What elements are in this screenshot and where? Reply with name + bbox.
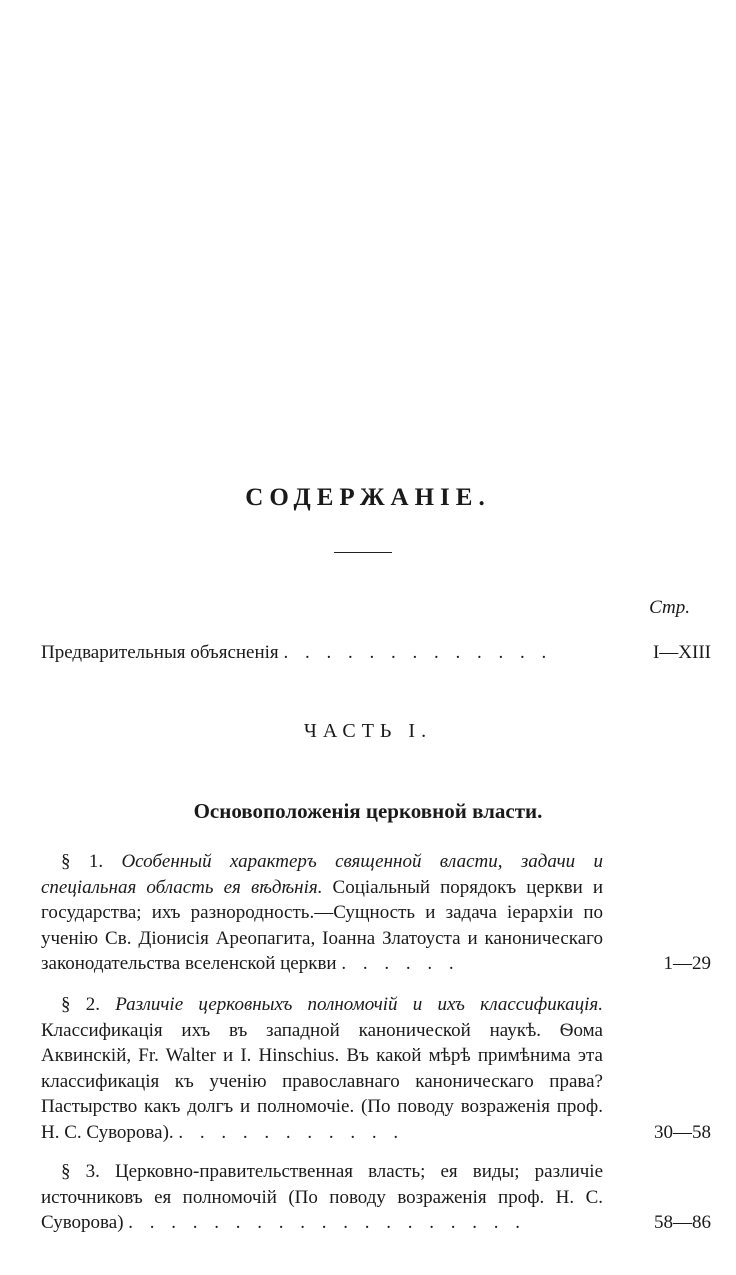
section-heading: Основоположенія церковной власти. <box>193 799 543 823</box>
section-title: Особенный характеръ священной власти, задачи и спеціальная область ея вѣдѣнія. <box>41 851 603 898</box>
toc-entry-1[interactable] <box>41 849 711 977</box>
toc-entry-pages: I—XIII <box>652 642 711 663</box>
page-column-header: Стр. <box>649 597 690 618</box>
title-rule <box>334 552 392 553</box>
section-body: Церковно-правительственная власть; ея виды; различіе источниковъ ея полномочій (По поводу возраженія проф. Н. С. Суворова) <box>41 1161 604 1233</box>
toc-leader: . . . . . . . . . . . . . <box>283 642 553 663</box>
section-number: § 2. <box>61 994 100 1015</box>
toc-leader: . . . . . . . . . . . . . . . . . . . <box>128 1212 527 1233</box>
toc-entry-pages: 30—58 <box>654 1121 711 1143</box>
toc-entry-pages: 58—86 <box>654 1212 711 1233</box>
section-number: § 3. <box>61 1161 100 1182</box>
page-title: СОДЕРЖАНІЕ. <box>245 484 491 511</box>
toc-entry-preface[interactable] <box>41 640 711 666</box>
section-number: § 1. <box>61 851 104 872</box>
section-title: Различіе церковныхъ полномочій и ихъ классификація. <box>115 994 604 1015</box>
toc-entry-text: Предварительныя объясненія <box>41 642 279 663</box>
toc-leader: . . . . . . . . . . . <box>178 1121 405 1143</box>
section-body: Классификація ихъ въ западной канонической наукѣ. Ѳома Аквинскій, Fr. Walter и I. Hinschius. Въ какой мѣрѣ примѣнима эта классификація къ ученію православнаго каноническаго права? Пастырство какъ долгъ и полномочіе. (По поводу возраженія проф. Н. С. Суворова). <box>41 1019 603 1143</box>
part-heading: ЧАСТЬ I. <box>303 720 433 742</box>
toc-leader: . . . . . . <box>341 953 460 974</box>
section-body: Соціальный порядокъ церкви и государства; ихъ разнородность.—Сущность и задача іерархіи по ученію Св. Діонисія Ареопагита, Іоанна Златоуста и каноническаго законодательства вселенской церкви <box>41 876 603 974</box>
toc-entry-2[interactable] <box>41 992 711 1145</box>
toc-entry-3[interactable] <box>41 1159 711 1236</box>
toc-entry-pages: 1—29 <box>663 953 711 974</box>
